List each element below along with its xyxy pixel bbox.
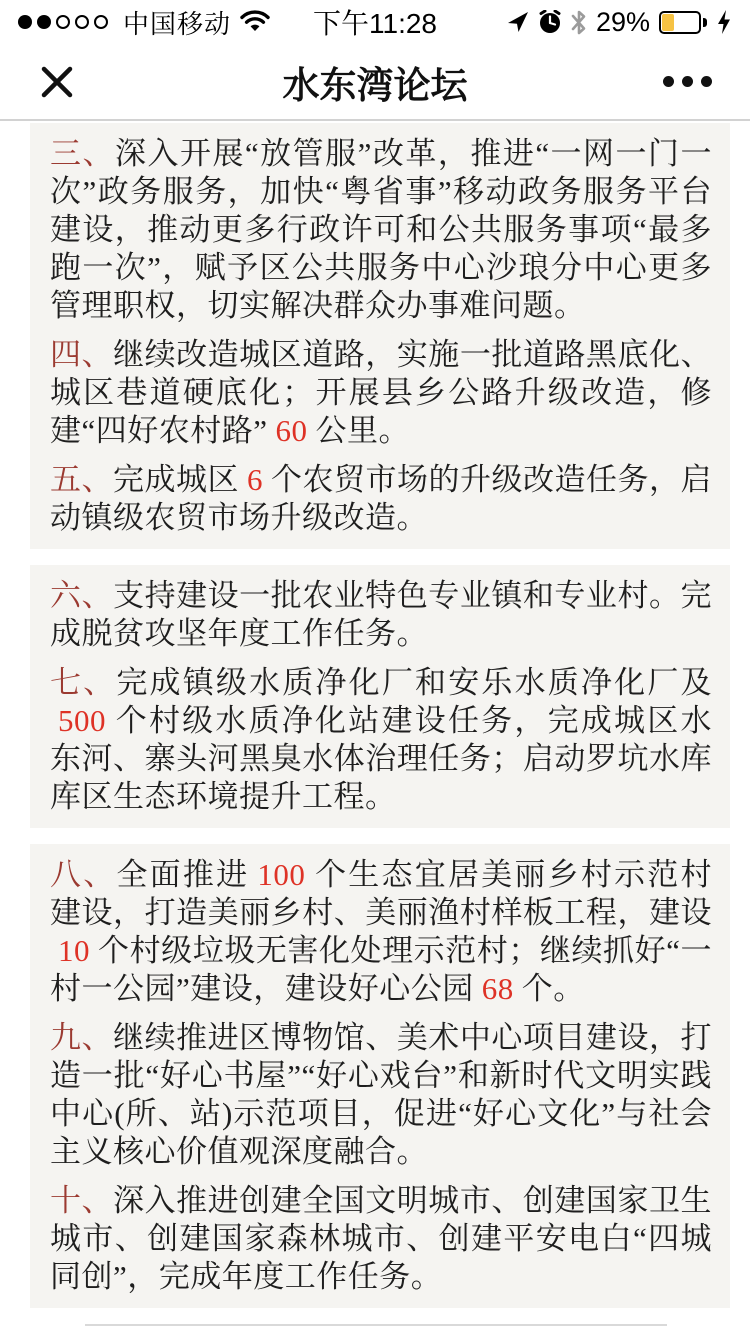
body-text: 支持建设一批农业特色专业镇和专业村。完成脱贫攻坚年度工作任务。 — [50, 578, 713, 651]
bluetooth-icon — [571, 10, 587, 35]
article-image-block — [30, 565, 730, 828]
item-number-label: 四、 — [50, 337, 114, 372]
signal-dot — [75, 15, 89, 29]
more-menu-icon[interactable] — [663, 76, 712, 87]
body-text: 完成镇级水质净化厂和安乐水质净化厂及 — [116, 665, 713, 700]
article-image-block — [30, 844, 730, 1308]
body-text: 深入开展“放管服”改革，推进“一网一门一次”政务服务，加快“粤省事”移动政务服务平台建设，推动更多行政许可和公共服务事项“最多跑一次”，赋予区公共服务中心沙琅分中心更多管理职权，切实解决群众办事难问题。 — [50, 136, 713, 323]
item-number-label: 十、 — [50, 1183, 114, 1218]
article-paragraph — [50, 1182, 712, 1296]
body-text: 完成城区 — [113, 462, 239, 497]
close-icon[interactable] — [38, 63, 76, 101]
body-text: 继续改造城区道路，实施一批道路黑底化、城区巷道硬底化；开展县乡公路升级改造，修建“四好农村路” — [50, 337, 713, 448]
signal-dot — [37, 15, 51, 29]
article-content — [0, 123, 750, 1326]
body-text: 公里。 — [315, 413, 411, 448]
article-paragraph — [50, 664, 712, 816]
wifi-icon — [240, 10, 270, 34]
signal-dot — [94, 15, 108, 29]
item-number-label: 八、 — [50, 857, 117, 892]
article-paragraph — [50, 135, 712, 325]
battery-percent-label: 29% — [595, 6, 650, 37]
highlight-number: 500 — [58, 703, 106, 738]
body-text: 个村级垃圾无害化处理示范村；继续抓好“一村一公园”建设，建设好心公园 — [50, 933, 712, 1006]
status-time: 下午11:28 — [313, 8, 437, 39]
item-number-label: 九、 — [50, 1020, 114, 1055]
page-title: 水东湾论坛 — [282, 64, 468, 106]
status-right — [507, 7, 732, 38]
charging-bolt-icon — [716, 9, 732, 35]
article-paragraph — [50, 336, 712, 450]
alarm-icon — [538, 10, 562, 34]
highlight-number: 60 — [275, 413, 308, 448]
body-text: 个。 — [521, 971, 585, 1006]
location-icon — [507, 11, 529, 33]
item-number-label: 五、 — [50, 462, 113, 497]
item-number-label: 七、 — [50, 665, 117, 700]
article-paragraph — [50, 577, 712, 653]
body-text: 个农贸市场的升级改造任务，启动镇级农贸市场升级改造。 — [50, 462, 712, 535]
item-number-label: 三、 — [50, 136, 115, 171]
signal-dot — [56, 15, 70, 29]
article-paragraph — [50, 1019, 712, 1171]
next-image-top-edge — [85, 1324, 667, 1326]
body-text: 个生态宜居美丽乡村示范村建设，打造美丽乡村、美丽渔村样板工程，建设 — [50, 857, 713, 930]
signal-dot — [18, 15, 32, 29]
article-image-block — [30, 123, 730, 549]
battery-icon — [659, 11, 707, 34]
article-paragraph — [50, 856, 712, 1008]
carrier-label: 中国移动 — [123, 8, 232, 39]
item-number-label: 六、 — [50, 578, 114, 613]
highlight-number: 68 — [481, 971, 514, 1006]
body-text: 继续推进区博物馆、美术中心项目建设，打造一批“好心书屋”“好心戏台”和新时代文明实践中心(所、站)示范项目，促进“好心文化”与社会主义核心价值观深度融合。 — [50, 1020, 713, 1169]
cell-signal-icon — [18, 15, 108, 29]
highlight-number: 100 — [257, 857, 306, 892]
highlight-number: 10 — [58, 933, 90, 968]
highlight-number: 6 — [247, 462, 263, 497]
article-paragraph — [50, 461, 712, 537]
nav-bar — [0, 44, 750, 121]
body-text: 深入推进创建全国文明城市、创建国家卫生城市、创建国家森林城市、创建平安电白“四城同创”，完成年度工作任务。 — [50, 1183, 713, 1294]
status-bar — [0, 0, 750, 44]
body-text: 全面推进 — [116, 857, 250, 892]
body-text: 个村级水质净化站建设任务，完成城区水东河、寨头河黑臭水体治理任务；启动罗坑水库库区生态环境提升工程。 — [50, 703, 712, 814]
status-left — [18, 4, 270, 41]
